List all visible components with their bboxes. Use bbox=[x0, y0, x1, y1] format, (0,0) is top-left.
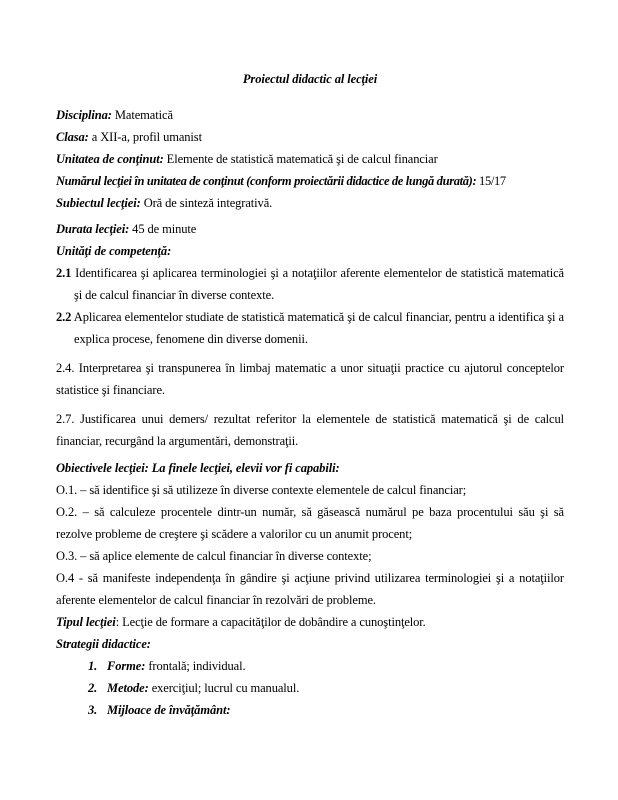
forme-label: Forme: bbox=[107, 659, 146, 673]
clasa-label: Clasa: bbox=[56, 130, 89, 144]
durata-label: Durata lecţiei: bbox=[56, 222, 130, 236]
metode-value: exerciţiul; lucrul cu manualul. bbox=[151, 681, 300, 695]
tipul-value: : Lecţie de formare a capacităţilor de dobândire a cunoştinţelor. bbox=[115, 615, 426, 629]
unitatea-label: Unitatea de conţinut: bbox=[56, 152, 164, 166]
numarul-value: 15/17 bbox=[479, 174, 506, 188]
objective-o2: O.2. – să calculeze procentele dintr-un număr, să găsească numărul pe baza procentului său şi să rezolve probleme de creştere şi scădere a valorilor cu un anumit procent; bbox=[56, 505, 564, 541]
mijloace-number: 3. bbox=[88, 703, 98, 717]
objective-o3: O.3. – să aplice elemente de calcul financiar în diverse contexte; bbox=[56, 549, 372, 563]
disciplina-value: Matematică bbox=[114, 108, 173, 122]
competence-2-1-text: Identificarea şi aplicarea terminologiei şi a notaţiilor aferente elementelor de statistică matematică şi de calcul financiar în diverse contexte. bbox=[74, 266, 564, 302]
field-disciplina bbox=[56, 104, 564, 126]
competence-2-1-number: 2.1 bbox=[56, 266, 72, 280]
competence-2-7 bbox=[56, 408, 564, 452]
field-numarul bbox=[56, 170, 564, 192]
field-clasa bbox=[56, 126, 564, 148]
competence-2-2 bbox=[56, 306, 564, 350]
durata-value: 45 de minute bbox=[132, 222, 197, 236]
competence-2-4-text: Interpretarea şi transpunerea în limbaj matematic a unor situaţii practice cu ajutorul conceptelor statistice şi financiare. bbox=[56, 361, 564, 397]
metode-number: 2. bbox=[88, 681, 98, 695]
competence-2-7-text: Justificarea unui demers/ rezultat referitor la elementele de statistică matematică şi de calcul financiar, recurgând la argumentări, demonstraţii. bbox=[56, 412, 565, 448]
disciplina-label: Disciplina: bbox=[56, 108, 112, 122]
metode-label: Metode: bbox=[107, 681, 149, 695]
field-durata bbox=[56, 218, 564, 240]
competence-2-2-number: 2.2 bbox=[56, 310, 72, 324]
field-subiectul bbox=[56, 192, 564, 214]
unitatea-value: Elemente de statistică matematică şi de calcul financiar bbox=[166, 152, 438, 166]
subiectul-value: Oră de sinteză integrativă. bbox=[143, 196, 273, 210]
obiective-heading: Obiectivele lecţiei: La finele lecţiei, elevii vor fi capabili: bbox=[56, 461, 340, 475]
tipul-label: Tipul lecţiei bbox=[56, 615, 116, 629]
competence-2-1 bbox=[56, 262, 564, 306]
strategii-item-forme bbox=[88, 655, 564, 677]
competence-2-4 bbox=[56, 357, 564, 401]
strategii-item-metode bbox=[88, 677, 564, 699]
competence-2-7-number: 2.7. bbox=[56, 412, 75, 426]
competence-2-2-text: Aplicarea elementelor studiate de statistică matematică şi de calcul financiar, pentru a identifica şi a explica procese, fenomene din diverse domenii. bbox=[73, 310, 565, 346]
field-unitatea bbox=[56, 148, 564, 170]
competente-heading: Unităţi de competenţă: bbox=[56, 244, 172, 258]
objective-o4: O.4 - să manifeste independenţa în gândire şi acţiune privind utilizarea terminologiei şi a notaţiilor aferente elementelor de calcul financiar în rezolvări de probleme. bbox=[56, 571, 564, 607]
strategii-heading: Strategii didactice: bbox=[56, 637, 151, 651]
subiectul-label: Subiectul lecţiei: bbox=[56, 196, 141, 210]
document-title: Proiectul didactic al lecţiei bbox=[242, 72, 378, 86]
forme-number: 1. bbox=[88, 659, 98, 673]
objective-o1: O.1. – să identifice şi să utilizeze în diverse contexte elementele de calcul financiar; bbox=[56, 483, 467, 497]
strategii-item-mijloace bbox=[88, 699, 564, 721]
mijloace-label: Mijloace de învăţământ: bbox=[107, 703, 231, 717]
clasa-value: a XII-a, profil umanist bbox=[91, 130, 202, 144]
numarul-label: Numărul lecţiei în unitatea de conţinut (conform proiectării didactice de lungă durată): bbox=[56, 174, 477, 188]
competence-2-4-number: 2.4. bbox=[56, 361, 75, 375]
field-tipul-lectiei bbox=[56, 611, 564, 633]
forme-value: frontală; individual. bbox=[148, 659, 246, 673]
